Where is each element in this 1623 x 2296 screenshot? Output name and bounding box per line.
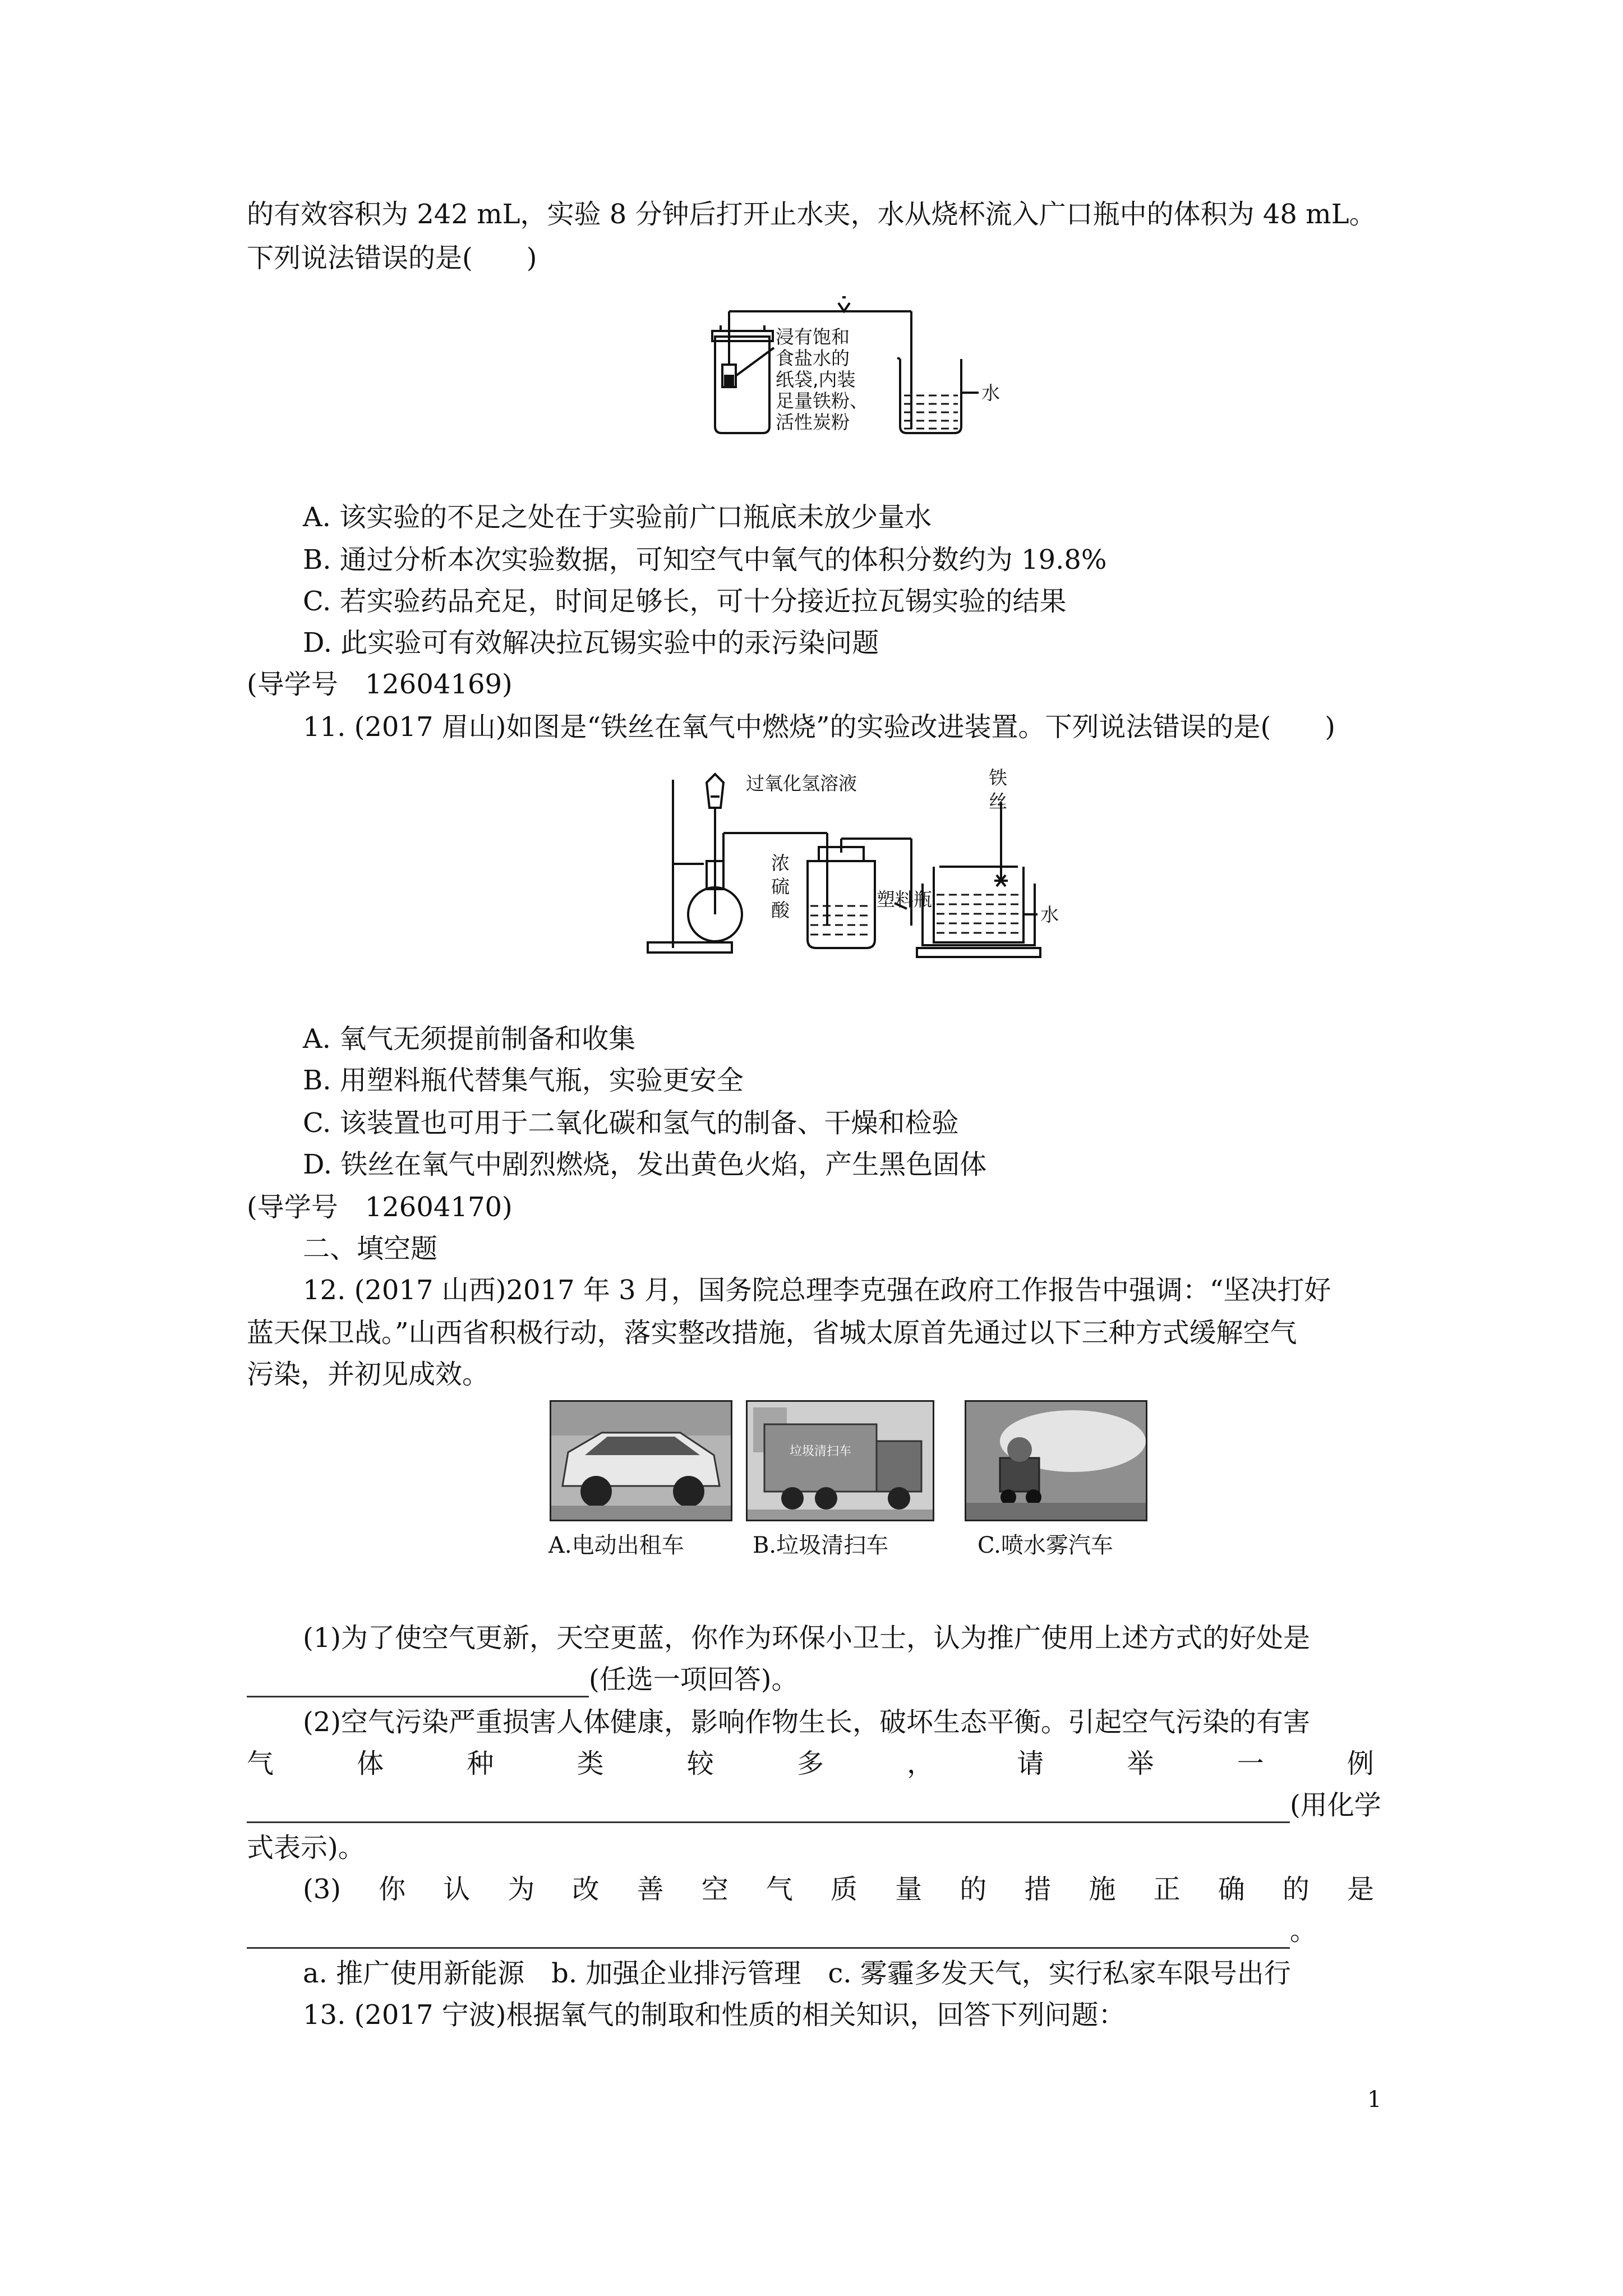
fig1-label-line-4: 足量铁粉、 (776, 390, 868, 412)
fig2-bottle-label: 塑料瓶 (877, 889, 932, 910)
q12-part2-line-3 (247, 1787, 1381, 1823)
q12-part2-spread-line (247, 1746, 1374, 1782)
intro-line-2: 下列说法错误的是( ) (247, 242, 537, 274)
spread-char: 气 (247, 1748, 274, 1779)
fig1-label-line-2: 食盐水的 (776, 347, 850, 369)
spread-char: 气 (766, 1874, 793, 1905)
q10-option-a: A. 该实验的不足之处在于实验前广口瓶底未放少量水 (303, 501, 932, 533)
q10-option-d: D. 此实验可有效解决拉瓦锡实验中的汞污染问题 (303, 627, 879, 659)
spread-char: 空 (701, 1874, 728, 1905)
fig1-water-label: 水 (981, 382, 1000, 404)
fig2-acid-label-1: 浓 (771, 852, 790, 874)
answer-blank-1[interactable] (247, 1669, 589, 1697)
spread-char: 质 (830, 1874, 857, 1905)
spread-char: 正 (1153, 1874, 1181, 1905)
spread-char: 的 (1282, 1874, 1310, 1905)
spread-char: 你 (379, 1874, 406, 1905)
q12-part1-line-1: (1)为了使空气更新，天空更蓝，你作为环保小卫士，认为推广使用上述方式的好处是 (303, 1622, 1310, 1654)
q13-stem: 13. (2017 宁波)根据氧气的制取和性质的相关知识，回答下列问题： (303, 1999, 1126, 2031)
spread-char: 是 (1347, 1874, 1374, 1905)
q10-guide-number: (导学号 12604169) (247, 669, 513, 700)
intro-line-1: 的有效容积为 242 mL，实验 8 分钟后打开止水夹，水从烧杯流入广口瓶中的体积为 48 mL。 (247, 199, 1376, 230)
q12-stem-line-1: 12. (2017 山西)2017 年 3 月，国务院总理李克强在政府工作报告中强调：“坚决打好 (303, 1274, 1331, 1306)
fig2-h2o2-label: 过氧化氢溶液 (746, 772, 857, 794)
q12-part1-line-2 (247, 1662, 798, 1697)
q12-stem-line-3: 污染，并初见成效。 (247, 1359, 490, 1390)
photo-garbage-sweeper (746, 1400, 934, 1521)
spread-char: 改 (572, 1874, 600, 1905)
fig1-label-line-1: 浸有饱和 (776, 326, 850, 348)
spread-char: 量 (895, 1874, 923, 1905)
q12-part1-tail: (任选一项回答)。 (589, 1664, 799, 1695)
spread-char: 为 (508, 1874, 535, 1905)
spread-char: 施 (1089, 1874, 1116, 1905)
fig1-label-line-5: 活性炭粉 (776, 411, 850, 433)
fig2-water-label: 水 (1040, 904, 1059, 926)
answer-blank-2[interactable] (247, 1795, 1290, 1823)
figure-iron-powder-apparatus (695, 292, 1009, 443)
spread-char: (3) (303, 1874, 341, 1905)
q11-option-d: D. 铁丝在氧气中剧烈燃烧，发出黄色火焰，产生黑色固体 (303, 1149, 987, 1180)
fig2-wire-label-1: 铁 (989, 767, 1007, 789)
q11-stem: 11. (2017 眉山)如图是“铁丝在氧气中燃烧”的实验改进装置。下列说法错误的是( ) (303, 711, 1335, 743)
truck-sign: 垃圾清扫车 (790, 1444, 852, 1458)
photo-water-mist-truck (965, 1400, 1147, 1521)
spread-char: 请 (1017, 1748, 1044, 1779)
q12-part2-line-1: (2)空气污染严重损害人体健康，影响作物生长，破坏生态平衡。引起空气污染的有害 (303, 1706, 1310, 1738)
q12-part2-tail: (用化学 (1290, 1789, 1381, 1821)
photo-caption-a: A.电动出租车 (548, 1533, 684, 1558)
q12-stem-line-2: 蓝天保卫战。”山西省积极行动，落实整改措施，省城太原首先通过以下三种方式缓解空气 (247, 1317, 1297, 1349)
photo-caption-b: B.垃圾清扫车 (753, 1533, 889, 1558)
q12-part3-spread-line (303, 1871, 1374, 1907)
spread-char: 措 (1024, 1874, 1052, 1905)
page-number: 1 (1367, 2087, 1382, 2113)
figure-iron-wire-combustion-apparatus (642, 763, 1059, 965)
q11-option-b: B. 用塑料瓶代替集气瓶，实验更安全 (303, 1065, 744, 1096)
spread-char: 例 (1347, 1748, 1374, 1779)
answer-blank-3[interactable] (247, 1920, 1290, 1949)
fig1-label-line-3: 纸袋,内装 (776, 369, 856, 390)
spread-char: 善 (637, 1874, 664, 1905)
fig2-wire-label-2: 丝 (989, 790, 1007, 812)
fig2-acid-label-2: 硫 (771, 876, 790, 898)
spread-char: 一 (1237, 1748, 1264, 1779)
photo-electric-taxi (550, 1400, 732, 1521)
spread-char: ， (907, 1748, 934, 1779)
q10-option-b: B. 通过分析本次实验数据，可知空气中氧气的体积分数约为 19.8% (303, 544, 1107, 576)
spread-char: 种 (467, 1748, 494, 1779)
spread-char: 确 (1218, 1874, 1245, 1905)
fig2-acid-label-3: 酸 (771, 899, 790, 921)
q12-part3-line-2 (247, 1913, 1317, 1949)
q10-option-c: C. 若实验药品充足，时间足够长，可十分接近拉瓦锡实验的结果 (303, 586, 1067, 617)
spread-char: 认 (443, 1874, 471, 1905)
spread-char: 较 (686, 1748, 714, 1779)
spread-char: 举 (1127, 1748, 1154, 1779)
photo-caption-c: C.喷水雾汽车 (978, 1533, 1113, 1558)
q11-option-a: A. 氧气无须提前制备和收集 (303, 1023, 636, 1055)
q12-part2-line-4: 式表示)。 (247, 1832, 365, 1864)
q12-choices: a. 推广使用新能源 b. 加强企业排污管理 c. 雾霾多发天气，实行私家车限号出行 (303, 1958, 1291, 1989)
section-title-fill-in: 二、填空题 (303, 1233, 438, 1264)
spread-char: 类 (577, 1748, 604, 1779)
q12-part3-end: 。 (1290, 1915, 1317, 1947)
spread-char: 的 (960, 1874, 987, 1905)
q11-option-c: C. 该装置也可用于二氧化碳和氢气的制备、干燥和检验 (303, 1107, 959, 1139)
spread-char: 体 (357, 1748, 384, 1779)
spread-char: 多 (796, 1748, 824, 1779)
q11-guide-number: (导学号 12604170) (247, 1191, 513, 1223)
